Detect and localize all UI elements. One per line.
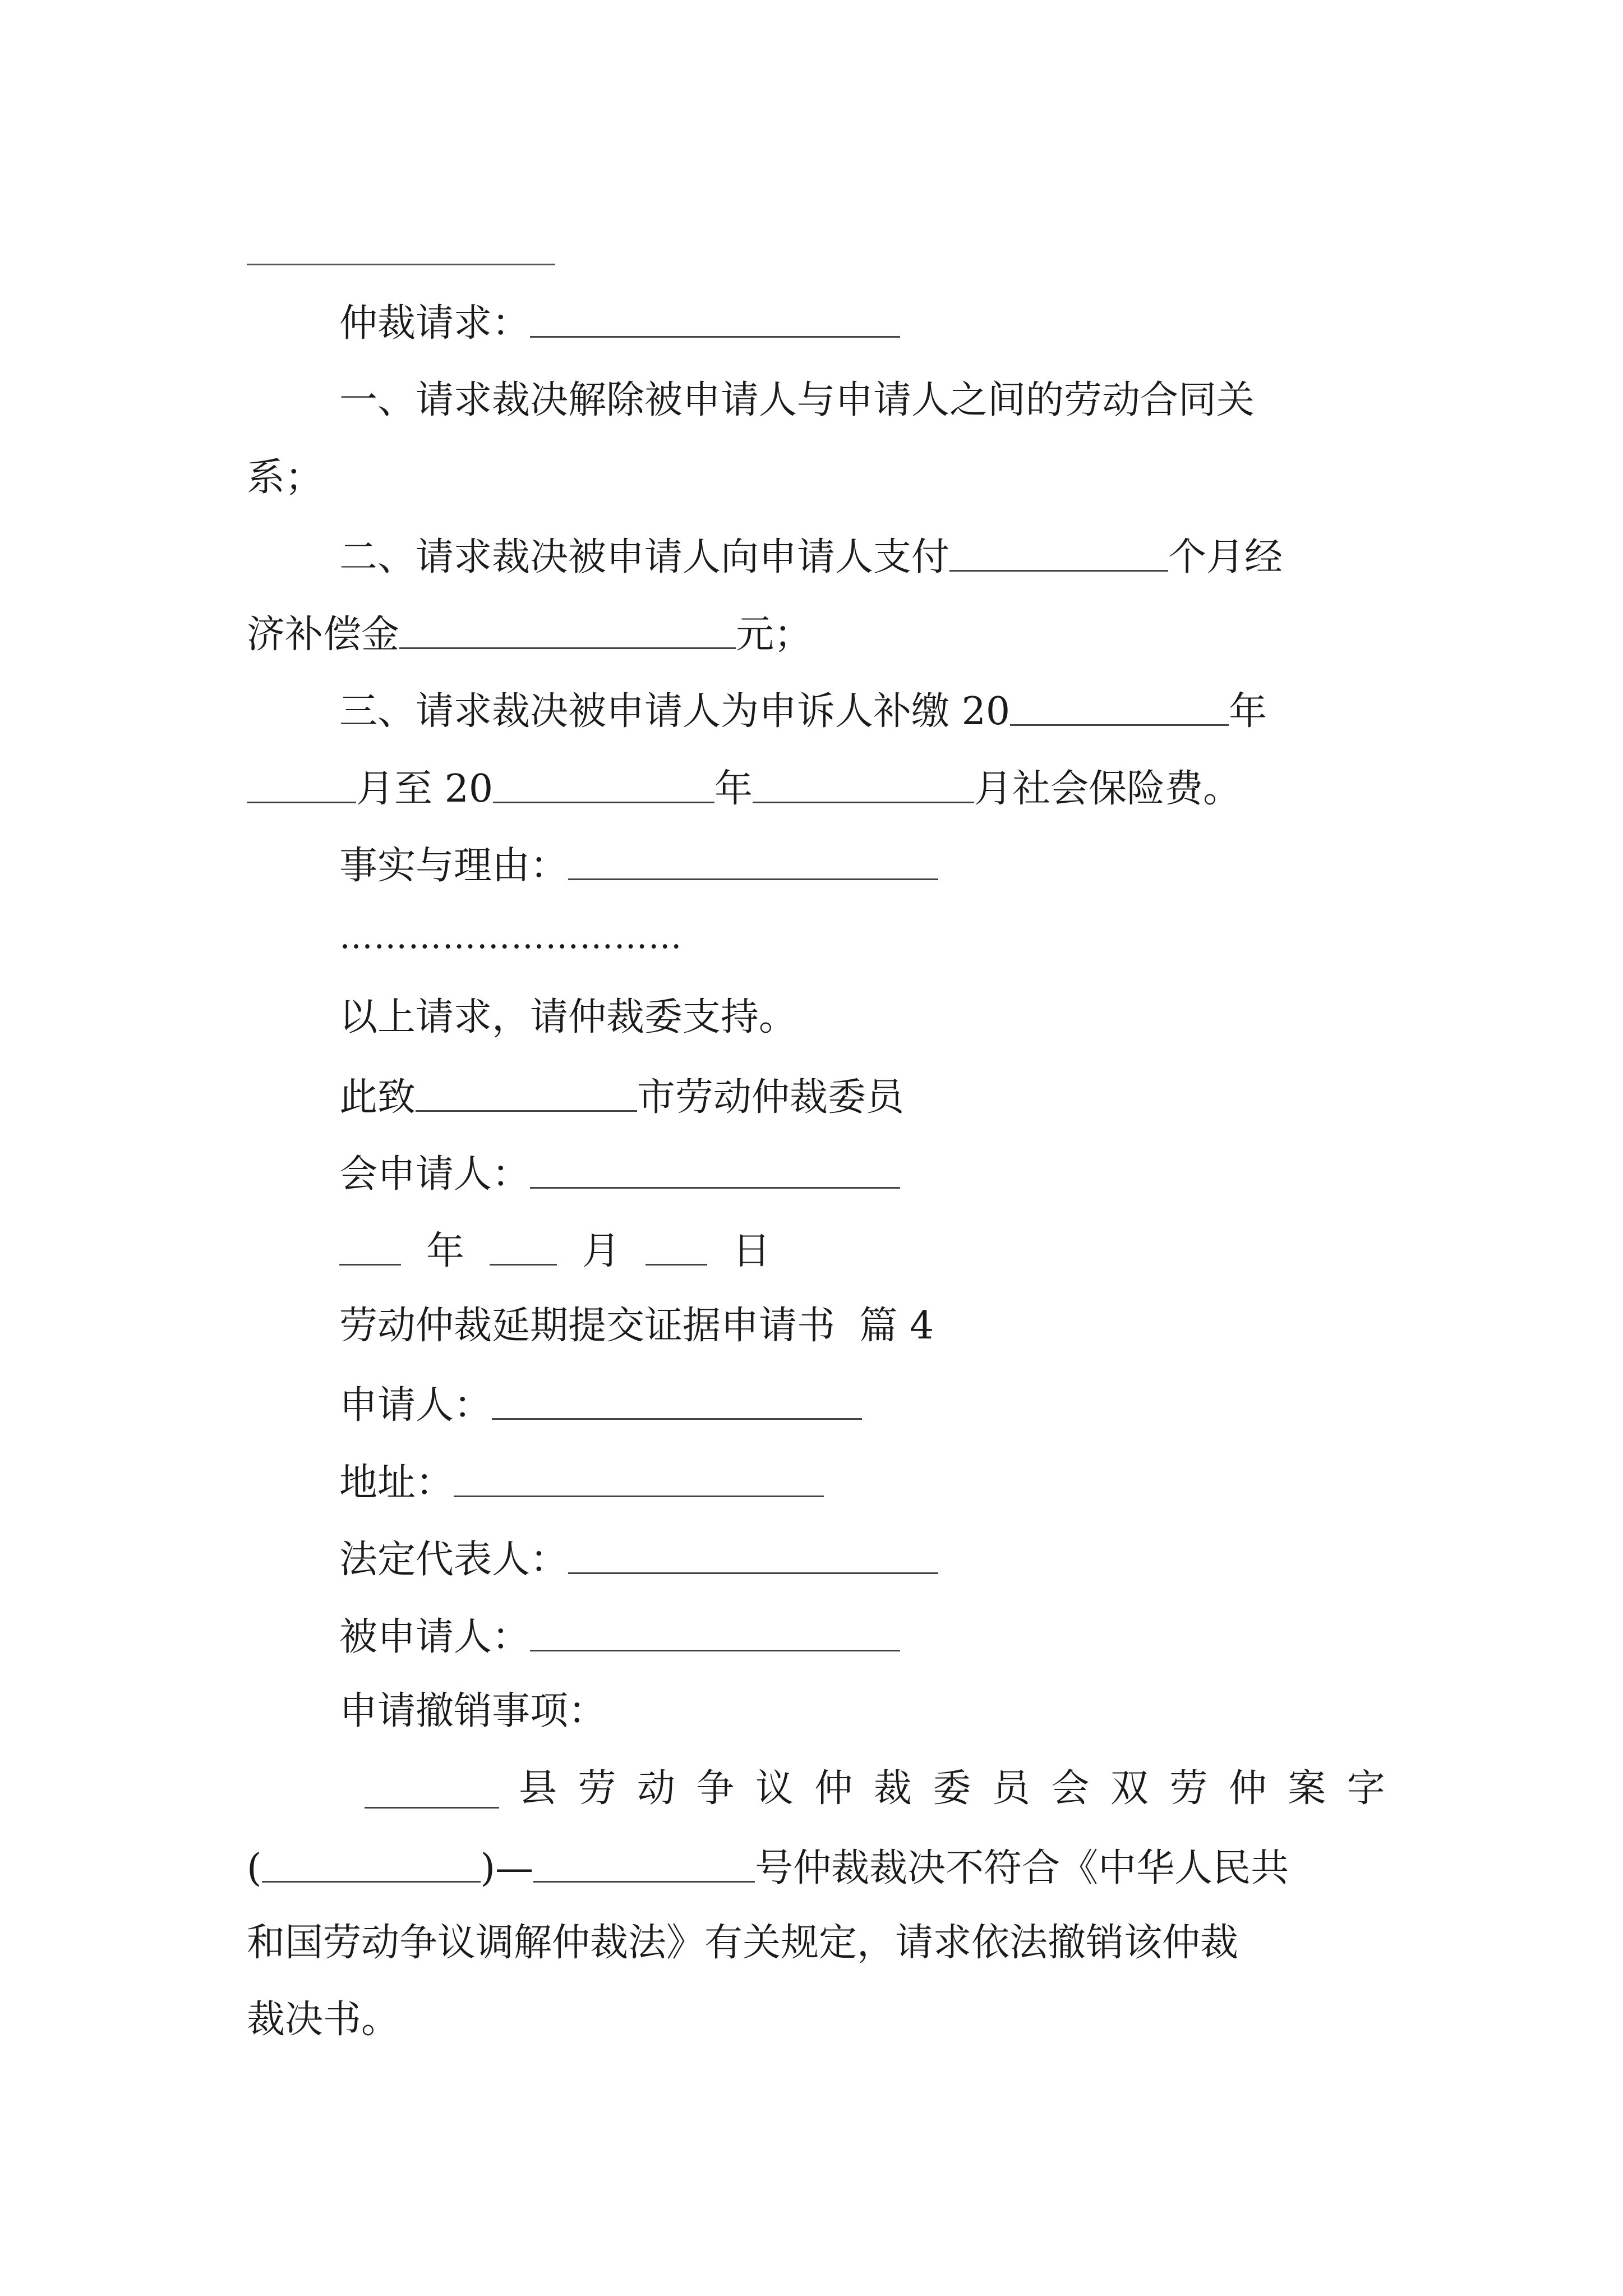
revoke-line2: ( )— 号仲裁裁决不符合《中华人民共 xyxy=(247,1846,1289,1890)
revoke-line1 xyxy=(519,1766,1385,1811)
signer-line xyxy=(339,1152,900,1197)
year-blank xyxy=(339,1230,401,1266)
section-title: 劳动仲裁延期提交证据申请书 篇 4 xyxy=(339,1304,934,1348)
revoke-line3: 和国劳动争议调解仲裁法》有关规定，请求依法撤销该仲裁 xyxy=(247,1921,1239,1965)
claim3-line2: 月至 20 年 月社会保险费。 xyxy=(247,767,1241,808)
claims-heading-line xyxy=(339,301,900,346)
case-year-blank xyxy=(262,1847,481,1883)
claim2-line2: 济补偿金 元； xyxy=(247,612,813,657)
revoke-line1-char: 仲 xyxy=(1228,1766,1267,1811)
start-year-blank xyxy=(1010,690,1229,726)
end-year-blank xyxy=(493,767,714,803)
claim2-line1: 二、请求裁决被申请人向申请人支付 个月经 xyxy=(339,535,1283,579)
applicant-label: 申请人： xyxy=(339,1383,492,1428)
revoke-line1-char: 劳 xyxy=(578,1766,616,1811)
revoke-line1-char: 争 xyxy=(696,1766,735,1811)
applicant-line xyxy=(339,1383,862,1428)
revoke-heading: 申请撤销事项： xyxy=(339,1689,607,1733)
revoke-line1-char: 员 xyxy=(992,1766,1030,1811)
revoke-line1-char: 劳 xyxy=(1169,1766,1208,1811)
legal-rep-blank xyxy=(568,1538,938,1574)
legal-rep-label: 法定代表人： xyxy=(339,1537,569,1582)
start-month-blank xyxy=(247,767,356,803)
revoke-line1-char: 县 xyxy=(519,1766,557,1811)
day-blank xyxy=(645,1230,707,1266)
revoke-line1-char: 议 xyxy=(755,1766,794,1811)
respondent-blank xyxy=(530,1616,900,1651)
date-line: 年 月 日 xyxy=(339,1230,771,1271)
signer-label: 会申请人： xyxy=(339,1152,531,1197)
claim1-line2: 系； xyxy=(247,455,324,500)
case-number-blank xyxy=(533,1847,755,1883)
claim1-line1: 一、请求裁决解除被申请人与申请人之间的劳动合同关 xyxy=(339,378,1255,422)
end-month-blank xyxy=(753,767,974,803)
claim3-line1: 三、请求裁决被申请人为申诉人补缴 20 年 xyxy=(339,689,1267,734)
revoke-line1-char: 委 xyxy=(933,1766,971,1811)
claims-blank xyxy=(530,302,900,338)
revoke-line1-char: 字 xyxy=(1347,1766,1385,1811)
facts-line xyxy=(339,843,938,888)
address-label: 地址： xyxy=(339,1460,454,1505)
facts-blank xyxy=(568,844,938,880)
revoke-line1-char: 会 xyxy=(1051,1766,1090,1811)
signer-blank xyxy=(530,1153,900,1189)
salutation-line: 此致 市劳动仲裁委员 xyxy=(339,1075,905,1120)
revoke-line1-char: 裁 xyxy=(873,1766,912,1811)
revoke-line1-char: 双 xyxy=(1110,1766,1149,1811)
month-blank xyxy=(490,1230,557,1266)
top-rule xyxy=(247,264,555,265)
claims-heading: 仲裁请求： xyxy=(339,301,531,346)
legal-rep-line xyxy=(339,1537,938,1582)
revoke-line1-char: 案 xyxy=(1288,1766,1326,1811)
address-line xyxy=(339,1460,824,1505)
ellipsis-line: ………………………… xyxy=(339,917,683,956)
months-blank xyxy=(949,536,1168,572)
revoke-line4: 裁决书。 xyxy=(247,1998,400,2042)
address-blank xyxy=(454,1461,824,1497)
city-blank xyxy=(416,1076,637,1112)
revoke-line1-char: 动 xyxy=(637,1766,675,1811)
respondent-line xyxy=(339,1616,900,1657)
facts-heading: 事实与理由： xyxy=(339,843,569,888)
closing-line: 以上请求，请仲裁委支持。 xyxy=(339,995,797,1039)
compensation-blank xyxy=(399,613,736,649)
respondent-label: 被申请人： xyxy=(339,1614,531,1659)
applicant-blank xyxy=(492,1384,862,1420)
revoke-line1-char: 仲 xyxy=(814,1766,853,1811)
county-blank xyxy=(365,1770,499,1809)
